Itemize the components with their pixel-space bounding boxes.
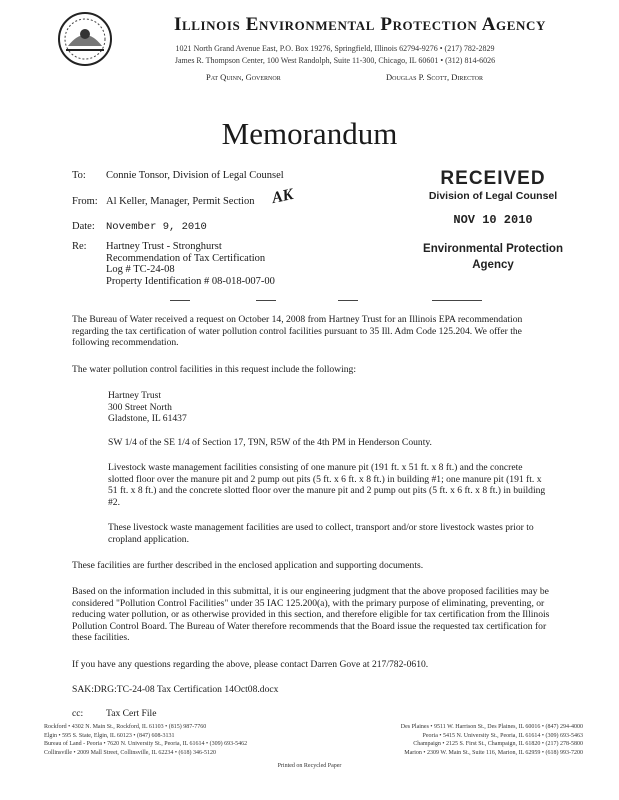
- from-label: From:: [72, 196, 98, 207]
- owner-line: 300 Street North: [108, 401, 172, 413]
- recycled-paper-note: Printed on Recycled Paper: [277, 763, 342, 769]
- cc-label: cc:: [72, 708, 84, 719]
- agency-address-line-2: James R. Thompson Center, 100 West Randolph, Suite 11-300, Chicago, IL 60601 • (312) 814-6026: [174, 56, 496, 65]
- contact-paragraph: If you have any questions regarding the above, please contact Darren Gove at 217/782-0610.: [72, 659, 429, 670]
- re-lines: [106, 241, 275, 287]
- owner-address: [108, 390, 548, 425]
- footer-office-line: Bureau of Land - Peoria • 7620 N. University St., Peoria, IL 61614 • (309) 693-5462: [44, 741, 248, 748]
- intro-paragraph: The Bureau of Water received a request on October 14, 2008 from Hartney Trust for an Illinois EPA recommendation regarding the tax certification of water pollution control facilities pursuant to 35 Ill. Adm Code 125.204. We offer the following recommendation.: [72, 314, 523, 349]
- further-description: These facilities are further described in the enclosed application and supporting documents.: [72, 560, 424, 571]
- footer-office-line: Elgin • 595 S. State, Elgin, IL 60123 • (847) 608-3131: [44, 732, 175, 739]
- footer-office-line: Peoria • 5415 N. University St., Peoria, IL 61614 • (309) 693-5463: [422, 732, 583, 739]
- received-stamp-heading: RECEIVED: [440, 168, 546, 189]
- to-label: To:: [72, 170, 86, 181]
- received-stamp-date: NOV 10 2010: [453, 213, 533, 227]
- received-stamp-agency-line-1: Environmental Protection: [423, 243, 563, 255]
- governor-name: Pat Quinn, Governor: [206, 72, 281, 82]
- separator-line: [432, 300, 482, 301]
- owner-line: Hartney Trust: [108, 390, 162, 401]
- reference-line: SAK:DRG:TC-24-08 Tax Certification 14Oct08.docx: [72, 684, 279, 695]
- re-line: Property Identification # 08-018-007-00: [106, 275, 275, 287]
- re-line: Hartney Trust - Stronghurst: [106, 241, 222, 252]
- author-initials-signature: AK: [270, 185, 295, 208]
- footer-offices-left: [44, 723, 294, 757]
- facilities-purpose: These livestock waste management facilities are used to collect, transport and/or store livestock wastes prior to cropland application.: [108, 522, 534, 545]
- footer-office-line: Champaign • 2125 S. First St., Champaign, IL 61820 • (217) 278-5800: [413, 741, 583, 748]
- date-value: November 9, 2010: [106, 221, 207, 233]
- separator-dash: [256, 300, 276, 301]
- location-description: SW 1/4 of the SE 1/4 of Section 17, T9N, R5W of the 4th PM in Henderson County.: [108, 437, 432, 448]
- re-line: Log # TC-24-08: [106, 264, 175, 275]
- footer-offices-right: [318, 723, 583, 757]
- livestock-facilities-description: Livestock waste management facilities consisting of one manure pit (191 ft. x 51 ft. x 8 ft.) and the concrete slotted floor over the manure pit and 2 pump out pits (5 ft. x 6 ft. x 8 ft.) in building #1; one manure pit (191 ft. x 51 ft. x 8 ft.) and the concrete slotted floor over the manure pit and 2 pump out pits (5 ft. x 6 ft. x 8 ft.) in building #2.: [108, 462, 546, 508]
- agency-address-line-1: 1021 North Grand Avenue East, P.O. Box 19276, Springfield, Illinois 62794-9276 • (217) 782-2829: [175, 44, 495, 53]
- engineering-judgment-paragraph: Based on the information included in this submittal, it is our engineering judgment that the above proposed facilities may be considered "Pollution Control Facilities" under 35 IAC 125.200(a), with the primary purpose of eliminating, preventing, or reducing water pollution, or as otherwise provided in this section, and therefore eligible for tax certification from the Illinois Pollution Control Board. The Bureau of Water therefore recommends that the Board issue the requested tax certification for these facilities.: [72, 586, 550, 644]
- re-label: Re:: [72, 241, 87, 252]
- owner-line: Gladstone, IL 61437: [108, 413, 187, 425]
- agency-name: Illinois Environmental Protection Agency: [173, 14, 546, 35]
- to-value: Connie Tonsor, Division of Legal Counsel: [106, 170, 284, 181]
- received-stamp-agency-line-2: Agency: [472, 259, 514, 271]
- re-line: Recommendation of Tax Certification: [106, 252, 266, 264]
- cc-value: Tax Cert File: [106, 708, 157, 719]
- footer-office-line: Des Plaines • 9511 W. Harrison St., Des Plaines, IL 60016 • (847) 294-4000: [400, 724, 583, 730]
- received-stamp-division: Division of Legal Counsel: [428, 190, 558, 202]
- separator-dash: [170, 300, 190, 301]
- date-label: Date:: [72, 221, 95, 232]
- footer-office-line: Rockford • 4302 N. Main St., Rockford, IL 61103 • (815) 987-7760: [44, 724, 207, 730]
- facilities-intro: The water pollution control facilities in this request include the following:: [72, 364, 357, 375]
- from-value: Al Keller, Manager, Permit Section: [106, 196, 255, 207]
- footer-office-line: Collinsville • 2009 Mall Street, Collinsville, IL 62234 • (618) 346-5120: [44, 749, 216, 756]
- separator-dash: [338, 300, 358, 301]
- director-name: Douglas P. Scott, Director: [386, 72, 483, 82]
- footer-office-line: Marion • 2309 W. Main St., Suite 116, Marion, IL 62959 • (618) 993-7200: [404, 749, 583, 756]
- memo-title: Memorandum: [221, 116, 398, 151]
